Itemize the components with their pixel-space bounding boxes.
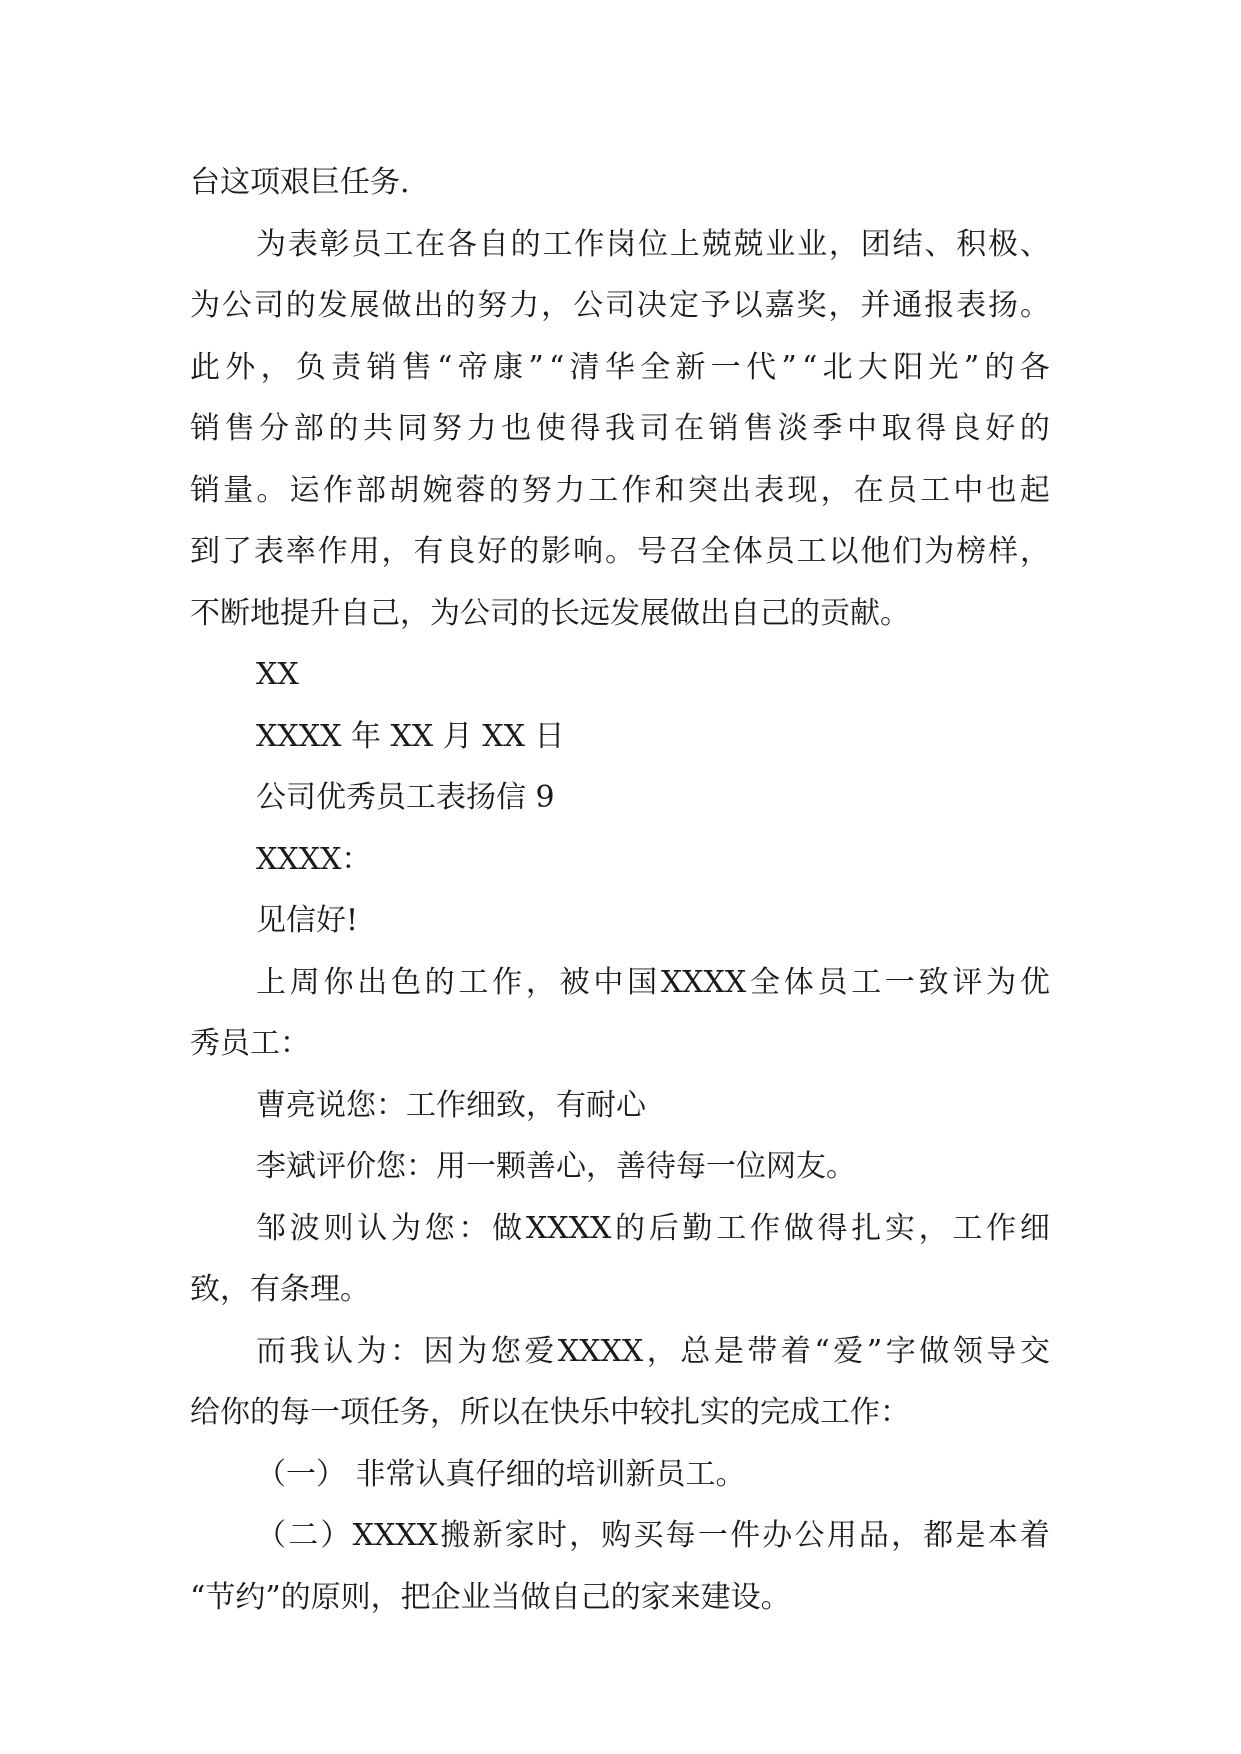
text-line: XXXX 年 XX 月 XX 日 bbox=[256, 718, 565, 754]
text-line: 邹 波 则 认 为 您 ： 做 XXXX 的 后 勤 工 作 做 得 扎 实 ， 工 作 细 bbox=[256, 1210, 1050, 1246]
text-line: 曹亮说您：工作细致，有耐心 bbox=[256, 1087, 646, 1123]
text-line: 秀员工： bbox=[190, 1026, 310, 1061]
text-line: 为 表 彰 员 工 在 各 自 的 工 作 岗 位 上 兢 兢 业 业 ， 团 结 、 积 极 、 bbox=[256, 226, 1050, 262]
text-line: 销 量 。 运 作 部 胡 婉 蓉 的 努 力 工 作 和 突 出 表 现 ， 在 员 工 中 也 起 bbox=[190, 472, 1050, 508]
text-line: 上 周 你 出 色 的 工 作 ， 被 中 国 XXXX 全 体 员 工 一 致 评 为 优 bbox=[256, 964, 1050, 1000]
text-line: XX bbox=[256, 657, 299, 692]
text-line: XXXX： bbox=[256, 841, 372, 877]
text-line: 销 售 分 部 的 共 同 努 力 也 使 得 我 司 在 销 售 淡 季 中 取 得 良 好 的 bbox=[190, 411, 1050, 446]
text-line: 公司优秀员工表扬信 9 bbox=[256, 780, 555, 815]
text-line: “节约”的原则，把企业当做自己的家来建设。 bbox=[190, 1579, 791, 1615]
text-line: 而 我 认 为 ： 因 为 您 爱 XXXX ， 总 是 带 着 “ 爱 ” 字 做 领 导 交 bbox=[256, 1333, 1050, 1369]
text-line: 不断地提升自己，为公司的长远发展做出自己的贡献。 bbox=[190, 595, 910, 631]
text-line: 致，有条理。 bbox=[190, 1272, 370, 1307]
text-line: 此 外 ， 负 责 销 售 “ 帝 康 ” “ 清 华 全 新 一 代 ” “ 北 大 阳 光 ” 的 各 bbox=[190, 349, 1050, 385]
text-line: （ 二 ） XXXX 搬 新 家 时 ， 购 买 每 一 件 办 公 用 品 ， 都 是 本 着 bbox=[256, 1518, 1050, 1553]
text-line: 台这项艰巨任务. bbox=[190, 165, 410, 200]
text-line: 给你的每一项任务，所以在快乐中较扎实的完成工作： bbox=[190, 1395, 910, 1430]
text-line: 见信好! bbox=[256, 903, 359, 938]
text-line: 为 公 司 的 发 展 做 出 的 努 力 ， 公 司 决 定 予 以 嘉 奖 ， 并 通 报 表 扬 。 bbox=[190, 288, 1050, 323]
text-line: 李斌评价您：用一颗善心，善待每一位网友。 bbox=[256, 1149, 856, 1184]
text-line: （一） 非常认真仔细的培训新员工。 bbox=[256, 1456, 746, 1492]
text-line: 到 了 表 率 作 用 ， 有 良 好 的 影 响 。 号 召 全 体 员 工 以 他 们 为 榜 样 ， bbox=[190, 534, 1050, 569]
letter-body bbox=[190, 152, 1050, 1628]
